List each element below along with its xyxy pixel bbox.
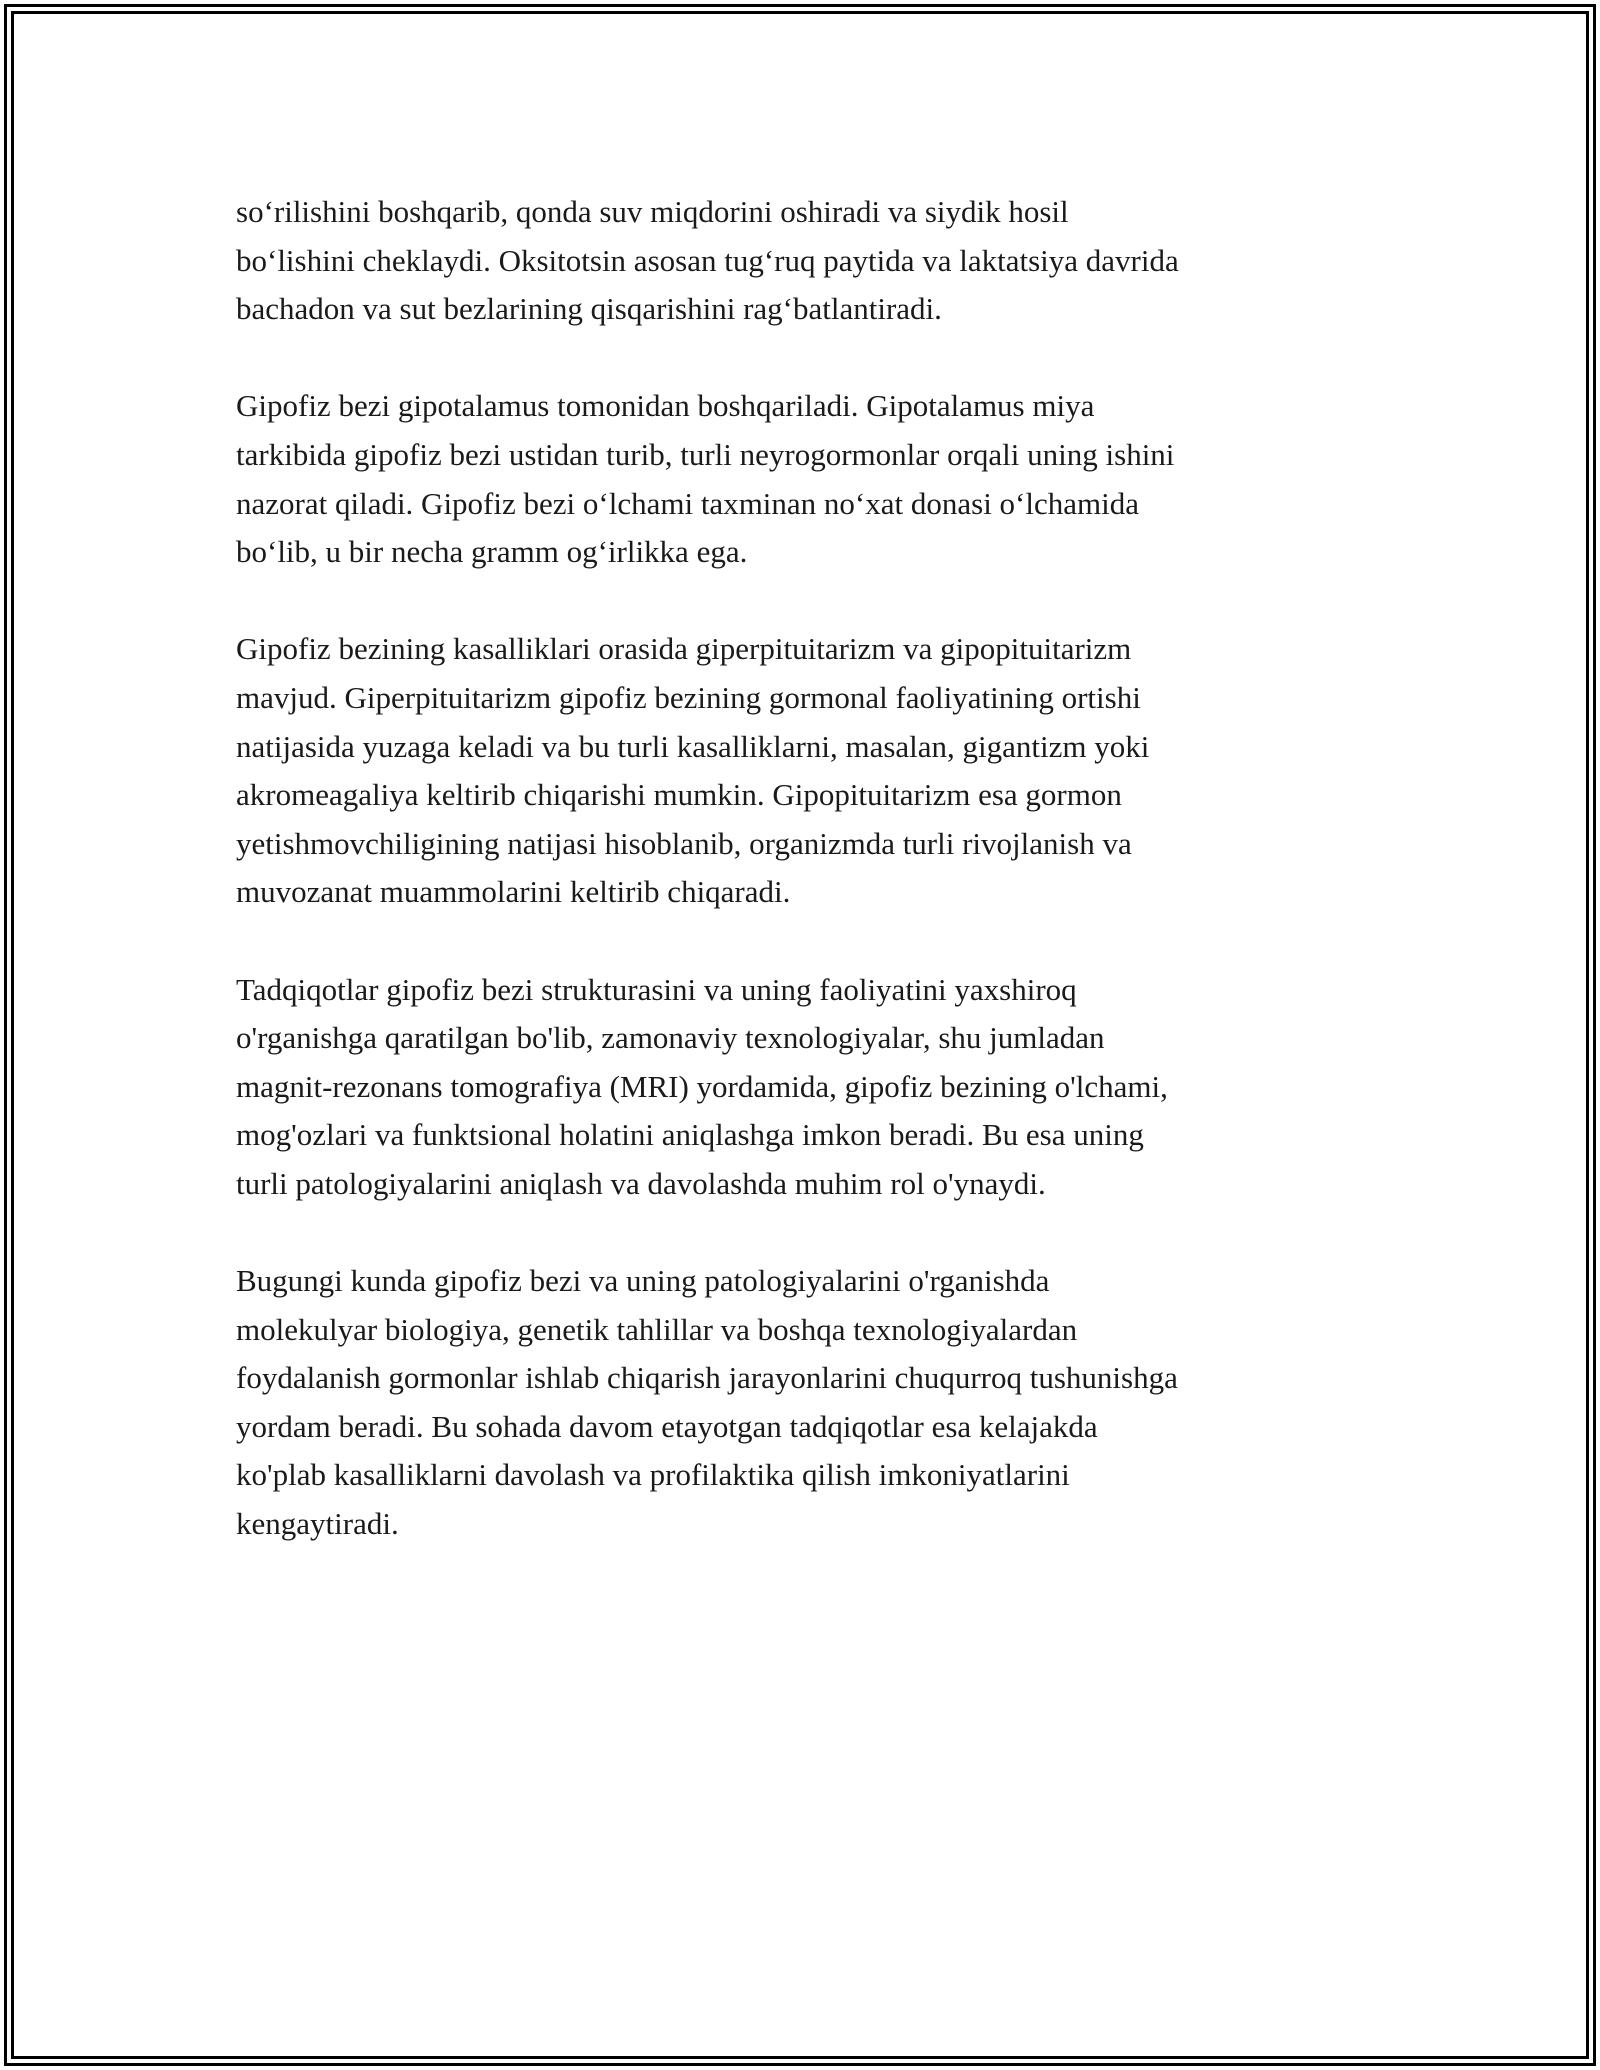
- text-line: so‘rilishini boshqarib, qonda suv miqdorini oshiradi va siydik hosil: [236, 194, 1069, 229]
- text-line: natijasida yuzaga keladi va bu turli kasalliklarni, masalan, gigantizm yoki: [236, 728, 1150, 764]
- text-line: bo‘lib, u bir necha gramm og‘irlikka ega.: [236, 534, 748, 570]
- text-line: molekulyar biologiya, genetik tahlillar va boshqa texnologiyalardan: [236, 1311, 1078, 1347]
- text-line: Bugungi kunda gipofiz bezi va uning patologiyalarini o'rganishda: [236, 1263, 1050, 1299]
- text-line: Gipofiz bezining kasalliklari orasida giperpituitarizm va gipopituitarizm: [236, 631, 1132, 667]
- text-line: bo‘lishini cheklaydi. Oksitotsin asosan tug‘ruq paytida va laktatsiya davrida: [236, 242, 1179, 278]
- text-line: tarkibida gipofiz bezi ustidan turib, turli neyrogormonlar orqali uning ishini: [236, 436, 1175, 472]
- paragraph-3: [236, 625, 1356, 917]
- paragraph-4: [236, 966, 1356, 1209]
- text-line: nazorat qiladi. Gipofiz bezi o‘lchami taxminan no‘xat donasi o‘lchamida: [236, 485, 1139, 521]
- text-line: magnit-rezonans tomografiya (MRI) yordamida, gipofiz bezining o'lchami,: [236, 1068, 1168, 1104]
- text-line: mavjud. Giperpituitarizm gipofiz bezining gormonal faoliyatining ortishi: [236, 679, 1141, 715]
- text-line: ko'plab kasalliklarni davolash va profilaktika qilish imkoniyatlarini: [236, 1457, 1070, 1493]
- text-line: o'rganishga qaratilgan bo'lib, zamonaviy texnologiyalar, shu jumladan: [236, 1020, 1105, 1056]
- text-line: mog'ozlari va funktsional holatini aniqlashga imkon beradi. Bu esa uning: [236, 1117, 1144, 1153]
- text-line: foydalanish gormonlar ishlab chiqarish jarayonlarini chuqurroq tushunishga: [236, 1360, 1178, 1396]
- text-line: yetishmovchiligining natijasi hisoblanib, organizmda turli rivojlanish va: [236, 825, 1132, 861]
- paragraph-2: [236, 382, 1356, 576]
- text-line: akromeagaliya keltirib chiqarishi mumkin. Gipopituitarizm esa gormon: [236, 777, 1122, 813]
- paragraph-5: [236, 1257, 1356, 1549]
- text-line: muvozanat muammolarini keltirib chiqaradi.: [236, 874, 791, 910]
- text-line: Gipofiz bezi gipotalamus tomonidan boshqariladi. Gipotalamus miya: [236, 388, 1095, 424]
- text-line: turli patologiyalarini aniqlash va davolashda muhim rol o'ynaydi.: [236, 1165, 1046, 1201]
- text-line: kengaytiradi.: [236, 1506, 399, 1542]
- document-body: [236, 188, 1356, 1597]
- text-line: yordam beradi. Bu sohada davom etayotgan tadqiqotlar esa kelajakda: [236, 1408, 1098, 1444]
- text-line: Tadqiqotlar gipofiz bezi strukturasini va uning faoliyatini yaxshiroq: [236, 971, 1077, 1007]
- text-line: bachadon va sut bezlarining qisqarishini rag‘batlantiradi.: [236, 291, 942, 327]
- paragraph-1: [236, 188, 1356, 334]
